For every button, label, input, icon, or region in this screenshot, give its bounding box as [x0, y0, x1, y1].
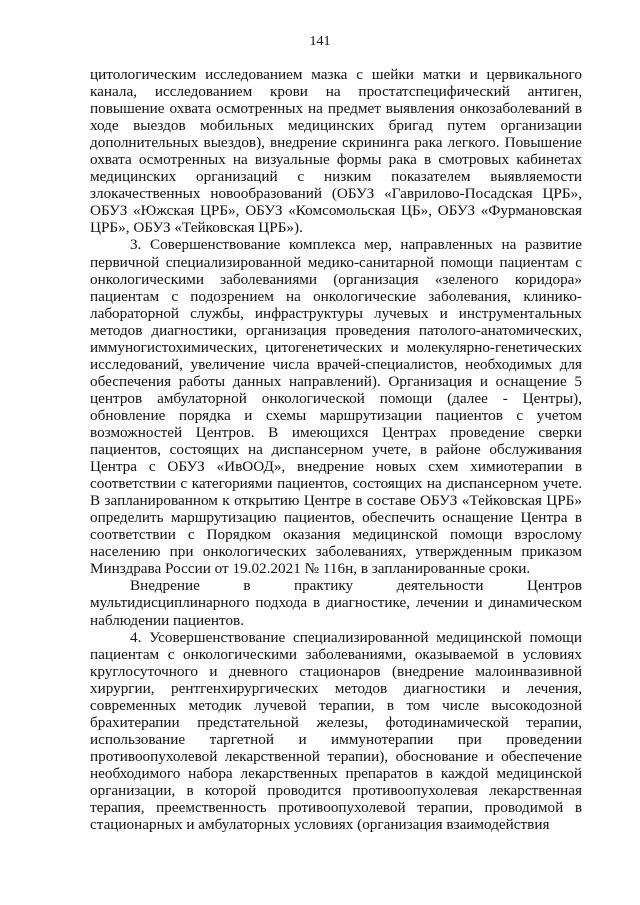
paragraph-centers-adoption: Внедрение в практику деятельности Центров мультидисциплинарного подхода в диагностике, лечении и динамическом наблюдении пациентов. [90, 577, 582, 629]
document-body [90, 66, 582, 833]
paragraph-continuation: цитологическим исследованием мазка с шейки матки и цервикального канала, исследованием крови на простатспецифический антиген, повышение охвата осмотренных на предмет выявления онкозаболеваний в ходе выездов мобильных медицинских бригад путем организации дополнительных выездов), внедрение скрининга рака легкого. Повышение охвата осмотренных на визуальные формы рака в смотровых кабинетах медицинских организаций с низким показателем выявляемости злокачественных новообразований (ОБУЗ «Гаврилово-Посадская ЦРБ», ОБУЗ «Южская ЦРБ», ОБУЗ «Комсомольская ЦБ», ОБУЗ «Фурмановская ЦРБ», ОБУЗ «Тейковская ЦРБ»). [90, 66, 582, 237]
paragraph-item-3: 3. Совершенствование комплекса мер, направленных на развитие первичной специализированной медико-санитарной помощи пациентам с онкологическими заболеваниями (организация «зеленого коридора» пациентам с подозрением на онкологические заболевания, клинико-лабораторной службы, инфраструктуры лучевых и инструментальных методов диагностики, организация проведения патолого-анатомических, иммуногистохимических, цитогенетических и молекулярно-генетических исследований, увеличение числа врачей-специалистов, необходимых для обеспечения работы данных направлений). Организация и оснащение 5 центров амбулаторной онкологической помощи (далее - Центры), обновление порядка и схемы маршрутизации пациентов с учетом возможностей Центров. В имеющихся Центрах проведение сверки пациентов, состоящих на диспансерном учете, в районе обслуживания Центра с ОБУЗ «ИвООД», внедрение новых схем химиотерапии в соответствии с категориями пациентов, состоящих на диспансерном учете. В запланированном к открытию Центре в составе ОБУЗ «Тейковская ЦРБ» определить маршрутизацию пациентов, обеспечить оснащение Центра в соответствии с Порядком оказания медицинской помощи взрослому населению при онкологических заболеваниях, утвержденным приказом Минздрава России от 19.02.2021 № 116н, в запланированные сроки. [90, 236, 582, 578]
page-number: 141 [309, 34, 331, 49]
paragraph-item-4: 4. Усовершенствование специализированной медицинской помощи пациентам с онкологическими заболеваниями, оказываемой в условиях круглосуточного и дневного стационаров (внедрение малоинвазивной хирургии, рентгенхирургических методов диагностики и лечения, современных методик лучевой терапии, в том числе высокодозной брахитерапии предстательной железы, фотодинамической терапии, использование таргетной и иммунотерапии при проведении противоопухолевой лекарственной терапии), обоснование и обеспечение необходимого набора лекарственных препаратов в каждой медицинской организации, в которой проводится противоопухолевая лекарственная терапия, преемственность противоопухолевой терапии, проводимой в стационарных и амбулаторных условиях (организация взаимодействия [90, 628, 582, 834]
